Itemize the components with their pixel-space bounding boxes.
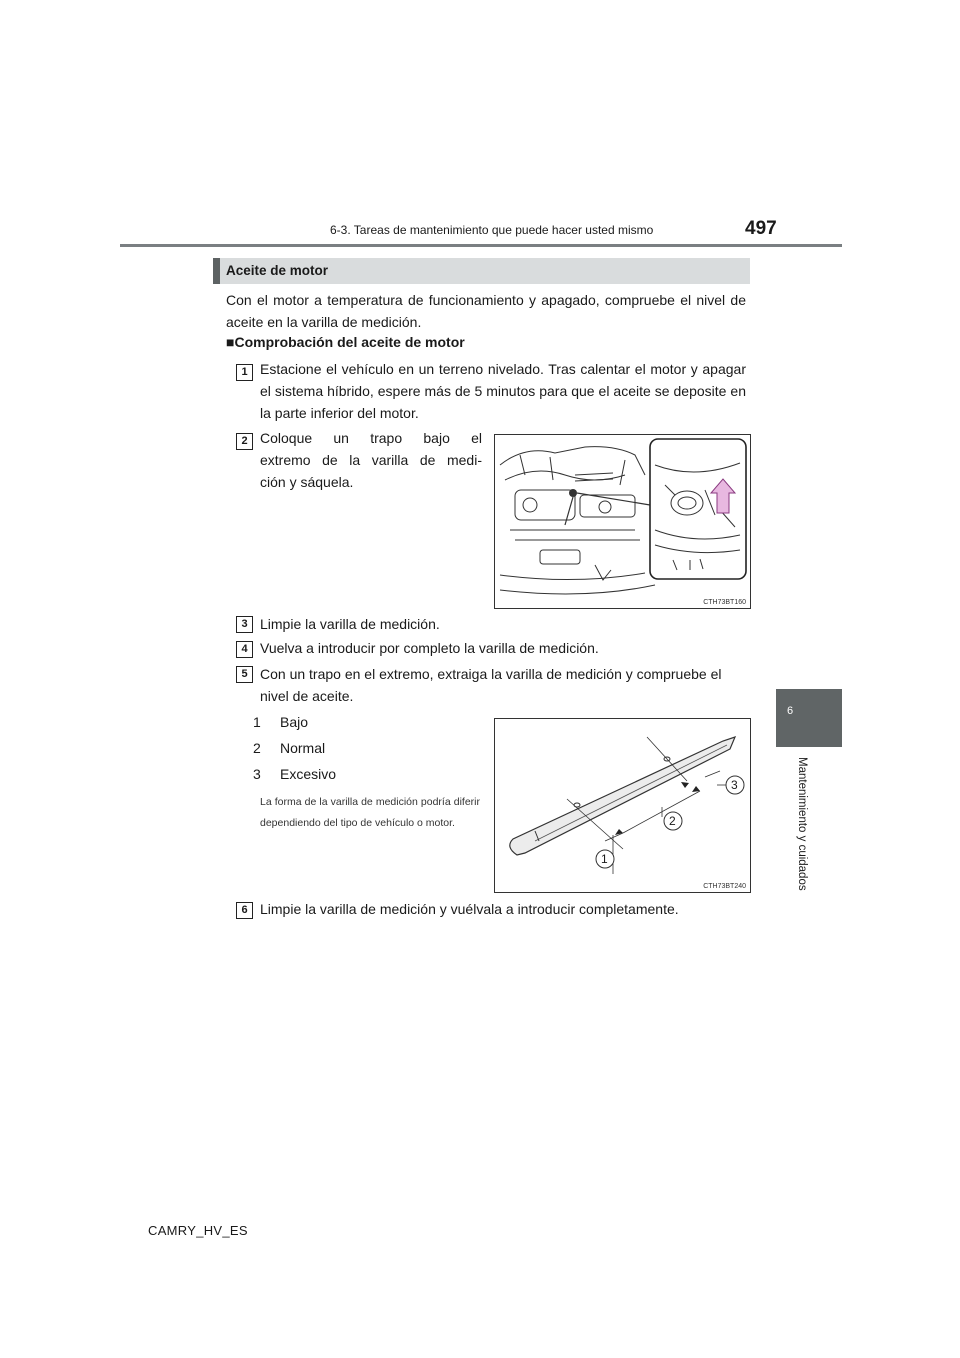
page-number: 497 [745,218,777,239]
engine-bay-drawing [495,435,750,608]
step-line: ción y sáquela. [260,474,354,490]
chapter-label: Mantenimiento y cuidados [796,757,808,891]
legend-label: Normal [280,740,326,756]
section-marker [213,258,220,284]
intro-paragraph: Con el motor a temperatura de funcionamiento y apagado, compruebe el nivel de aceite en la varilla de medición. [226,292,746,330]
callout-label: 3 [731,778,738,792]
step-text: Estacione el vehículo en un terreno nivelado. Tras calentar el motor y apagar el sistema híbrido, espere más de 5 minutos para que el aceite se deposite en la parte inferior del motor. [260,361,746,421]
callout-label: 1 [601,852,608,866]
step-text-multiline [260,427,482,493]
step-line: extremo de la varilla de medi- [260,452,482,468]
step-text: Vuelva a introducir por completo la varilla de medición. [260,640,599,656]
step-text: Con un trapo en el extremo, extraiga la varilla de medición y compruebe el nivel de aceite. [260,666,722,704]
dipstick-illustration [494,718,751,893]
step-number: 2 [236,433,253,450]
step-line: Coloque un trapo bajo el [260,430,482,446]
figure-code: CTH73BT240 [703,883,746,890]
step-text: Limpie la varilla de medición. [260,616,440,632]
section-heading-bar [213,258,750,284]
legend-number: 1 [253,714,261,730]
step-number: 6 [236,902,253,919]
legend-label: Excesivo [280,766,337,782]
dipstick-drawing [495,719,750,892]
legend-number: 3 [253,766,261,782]
running-header: 6-3. Tareas de mantenimiento que puede hacer usted mismo [330,223,654,237]
step-text: Limpie la varilla de medición y vuélvala a introducir completamente. [260,901,679,917]
figure-code: CTH73BT160 [703,599,746,606]
step-number: 1 [236,364,253,381]
note-text: La forma de la varilla de medición podría diferir dependiendo del tipo de vehículo o motor. [260,796,480,829]
subheading: ■Comprobación del aceite de motor [226,334,465,350]
step-number: 4 [236,641,253,658]
chapter-number: 6 [787,705,794,717]
footer-model-code: CAMRY_HV_ES [148,1223,248,1238]
section-title: Aceite de motor [226,263,329,278]
callout-label: 2 [669,814,676,828]
legend-number: 2 [253,740,261,756]
legend-label: Bajo [280,714,309,730]
header-rule [120,244,842,247]
step-number: 3 [236,616,253,633]
chapter-tab [776,689,842,747]
engine-bay-illustration [494,434,751,609]
step-number: 5 [236,666,253,683]
